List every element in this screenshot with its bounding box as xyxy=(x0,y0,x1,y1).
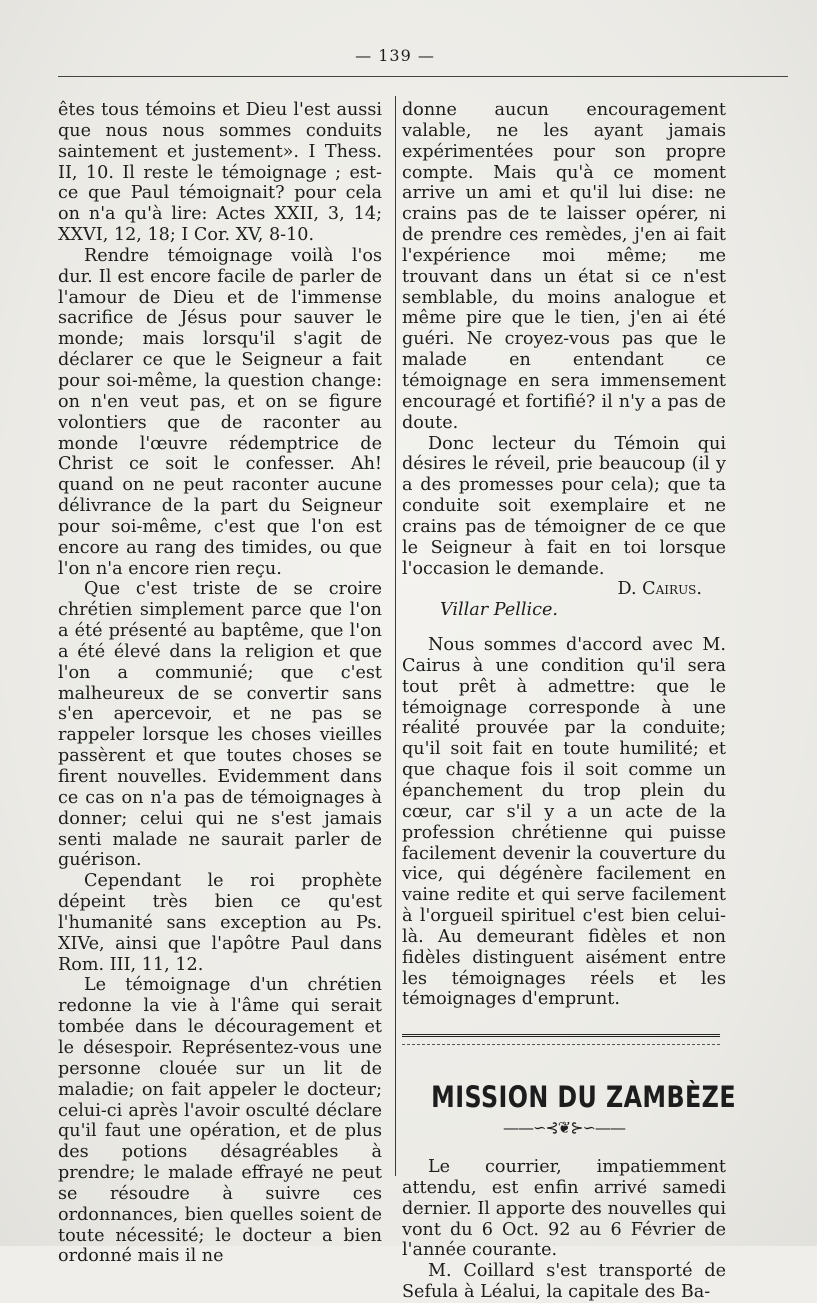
section-body xyxy=(402,1157,726,1303)
paragraph: M. Coillard s'est transporté de Sefula à Léalui, la capitale des Ba- xyxy=(402,1261,726,1303)
column-divider xyxy=(395,96,396,1176)
section-title: MISSION DU ZAMBÈZE xyxy=(431,1080,736,1115)
page-number: — 139 — xyxy=(355,46,435,65)
paragraph: Le courrier, impatiemment attendu, est enfin arrivé samedi dernier. Il apporte des nouvelles qui vont du 6 Oct. 92 au 6 Février de l'année courante. xyxy=(402,1156,726,1261)
paragraph: Donc lecteur du Témoin qui désires le réveil, prie beaucoup (il y a des promesses pour cela); que ta conduite soit exemplaire et ne crains pas de témoigner de ce que le Seigneur à fait en toi lorsque l'occasion le demande. xyxy=(402,433,726,579)
paragraph: Le témoignage d'un chrétien redonne la vie à l'âme qui serait tombée dans le découragement et le désespoir. Représentez-vous une personne clouée sur un lit de maladie; on fait appeler le docteur; celui-ci après l'avoir osculté déclare qu'il faut une opération, et de plus des potions désagréables à prendre; le malade effrayé ne peut se résoudre à suivre ces ordonnances, bien quelles soient de toute nécessité; le docteur a bien ordonné mais il ne xyxy=(58,975,382,1267)
header-rule xyxy=(58,76,788,77)
flourish-ornament: ——∽⊰❦⊱∽—— xyxy=(502,1118,626,1138)
right-column xyxy=(402,100,736,1303)
editor-note: Nous sommes d'accord avec M. Cairus à une condition qu'il sera tout prêt à admettre: que le témoignage corresponde à une réalité prouvée par la conduite; qu'il soit fait en toute humilité; et que chaque fois il soit comme un épanchement du trop plein du cœur, car s'il y a un acte de la profession chrétienne qui puisse facilement devenir la couverture du vice, qui dégénère facilement en vaine redite et qui serve facilement à l'orgueil spirituel c'est bien celui-là. Au demeurant fidèles et non fidèles distinguent aisément entre les témoignages réels et les témoignages d'emprunt. xyxy=(402,635,726,1010)
paragraph: Que c'est triste de se croire chrétien simplement parce que l'on a été présenté au baptême, que l'on a été élevé dans la religion et que l'on a communié; que c'est malheureux de se convertir sans s'en apercevoir, et ne pas se rappeler lorsque les choses vieilles passèrent et que toutes choses se firent nouvelles. Evidemment dans ce cas on n'a pas de témoignages à donner; celui qui ne s'est jamais senti malade ne saurait parler de guérison. xyxy=(58,579,382,871)
signature: D. Cairus. xyxy=(617,579,702,600)
paragraph: donne aucun encouragement valable, ne les ayant jamais expérimentées pour son propre compte. Mais qu'à ce moment arrive un ami et qu'il lui dise: ne crains pas de te laisser opérer, ni de prendre ces remèdes, j'en ai fait l'expérience moi même; me trouvant dans un état si ce n'est semblable, du moins analogue et même pire que le tien, j'en ai été guéri. Ne croyez-vous pas que le malade en entendant ce témoignage en sera immensement encouragé et fortifié? il n'y a pas de doute. xyxy=(402,100,726,433)
right-column-body xyxy=(402,100,726,579)
ornamental-rule xyxy=(402,1034,720,1045)
paragraph: Cependant le roi prophète dépeint très bien ce qu'est l'humanité sans exception au Ps. XIVe, ainsi que l'apôtre Paul dans Rom. III, 11, 12. xyxy=(58,871,382,975)
left-column xyxy=(58,100,382,1267)
place-line: Villar Pellice. xyxy=(440,600,558,621)
paragraph: êtes tous témoins et Dieu l'est aussi que nous nous sommes conduits saintement et justement». I Thess. II, 10. Il reste le témoignage ; est-ce que Paul témoignait? pour cela on n'a qu'à lire: Actes XXII, 3, 14; XXVI, 12, 18; I Cor. XV, 8-10. xyxy=(58,100,382,246)
paragraph: Rendre témoignage voilà l'os dur. Il est encore facile de parler de l'amour de Dieu et de l'immense sacrifice de Jésus pour sauver le monde; mais lorsqu'il s'agit de déclarer ce que le Seigneur a fait pour soi-même, la question change: on n'en veut pas, et on se figure volontiers que de raconter au monde l'œuvre rédemptrice de Christ ce soit le confesser. Ah! quand on ne peut raconter aucune délivrance de la part du Seigneur pour soi-même, c'est que l'on est encore au rang des timides, ou que l'on n'a encore rien reçu. xyxy=(58,245,382,579)
